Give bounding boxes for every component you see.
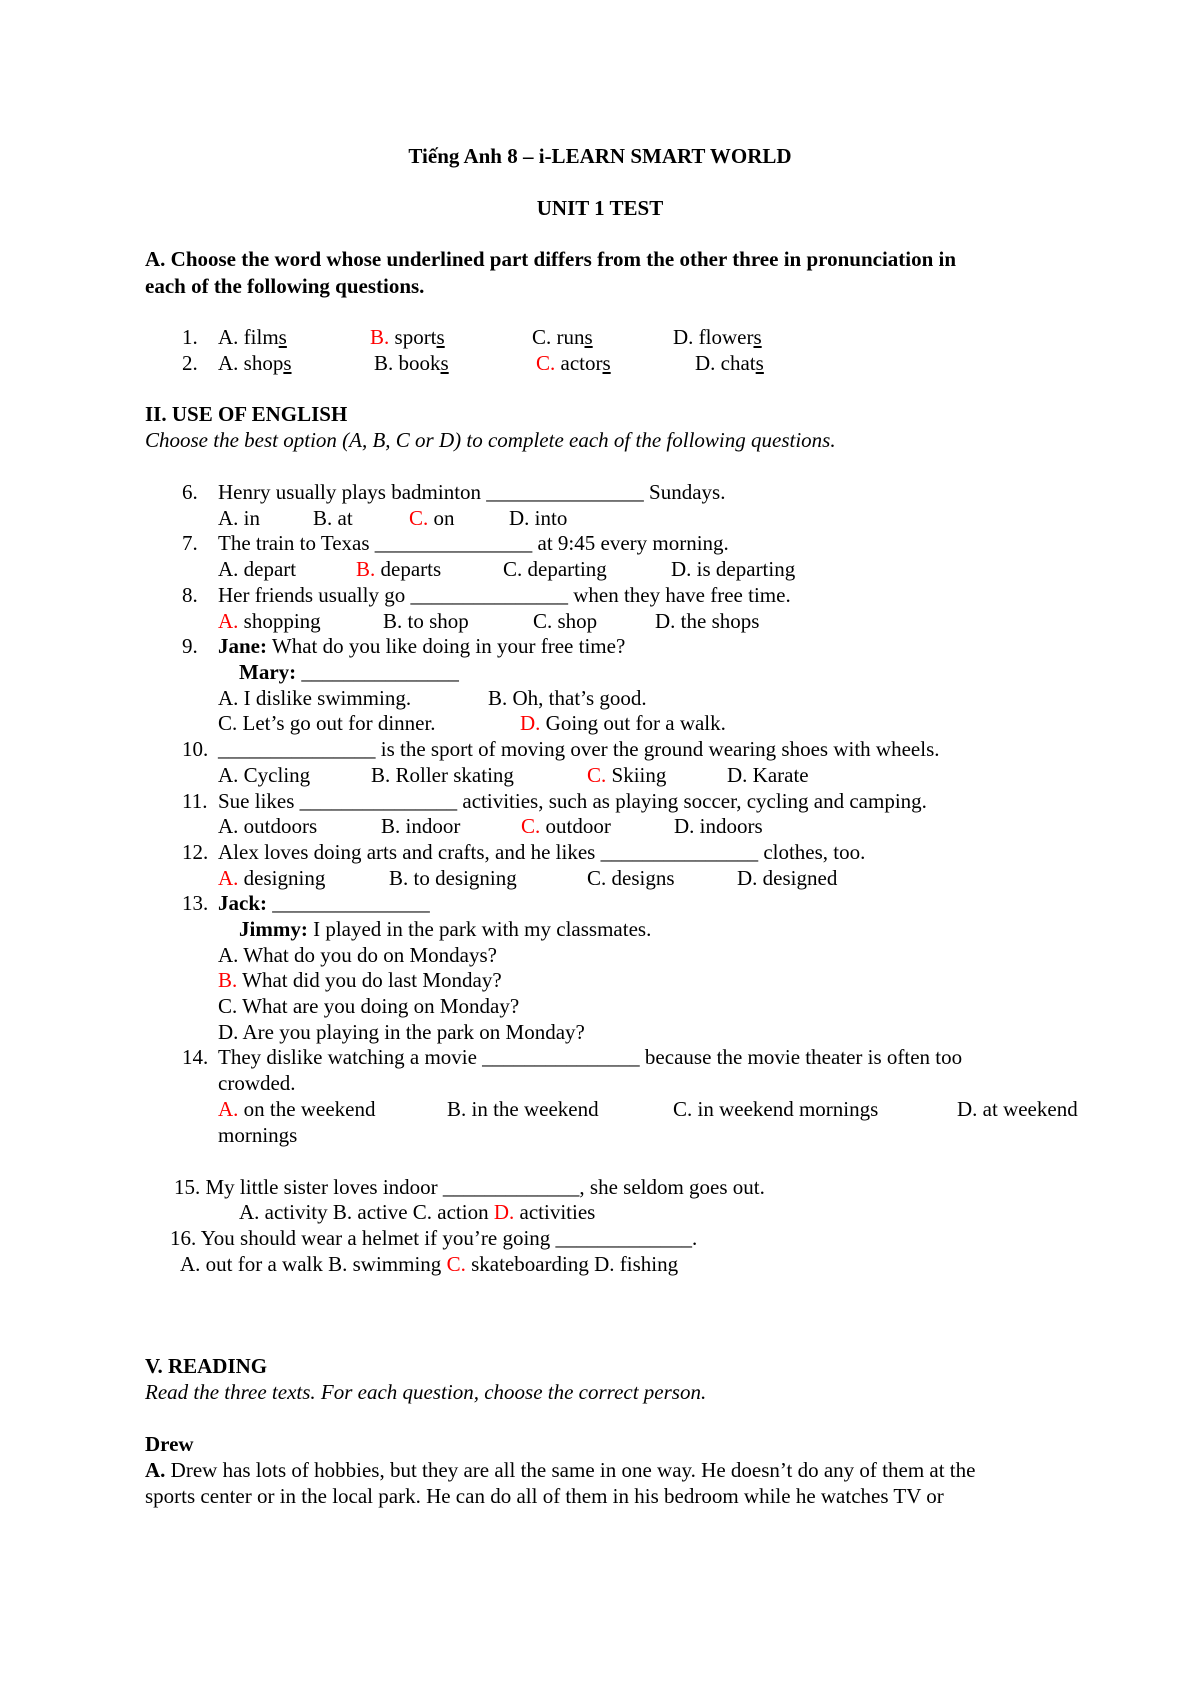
section-a-instruction: A. Choose the word whose underlined part differs from the other three in pronunciation in	[145, 247, 957, 271]
option-d: D. into	[509, 506, 568, 530]
option-c: C. shop	[533, 609, 598, 633]
answer-letter: B.	[370, 325, 390, 349]
option-c-answer: C. outdoor	[521, 814, 611, 838]
question-text-cont: crowded.	[218, 1071, 296, 1095]
question-text: Henry usually plays badminton _______________ Sundays.	[218, 480, 726, 504]
reading-paragraph-line: A. Drew has lots of hobbies, but they are all the same in one way. He doesn’t do any of them at the	[145, 1458, 976, 1482]
option-a: A. shops	[218, 351, 292, 375]
reading-paragraph-line: sports center or in the local park. He can do all of them in his bedroom while he watches TV or	[145, 1484, 944, 1508]
option-b: B. Oh, that’s good.	[488, 686, 647, 710]
question-number: 8.	[182, 583, 198, 607]
answer-letter: B.	[356, 557, 376, 581]
question-number: 13.	[182, 891, 209, 915]
option-d: D. is departing	[671, 557, 796, 581]
question-number: 9.	[182, 634, 198, 658]
answer-letter: C.	[587, 763, 607, 787]
dialogue-line-2: Mary: _______________	[239, 660, 459, 684]
question-text: The train to Texas _______________ at 9:45 every morning.	[218, 531, 729, 555]
option-b-answer: B. departs	[356, 557, 442, 581]
option-b-answer: B. sports	[370, 325, 445, 349]
question-text: 16. You should wear a helmet if you’re going _____________.	[170, 1226, 698, 1250]
answer-letter: C.	[409, 506, 429, 530]
option-a: A. in	[218, 506, 260, 530]
option-b: B. Roller skating	[371, 763, 514, 787]
question-text: They dislike watching a movie _______________ because the movie theater is often too	[218, 1045, 963, 1069]
option-c: C. departing	[503, 557, 607, 581]
option-c-answer: C. on	[409, 506, 455, 530]
section-ii-heading: II. USE OF ENGLISH	[145, 402, 348, 426]
document-title: Tiếng Anh 8 – i-LEARN SMART WORLD	[408, 144, 792, 168]
question-number: 1.	[182, 325, 198, 349]
option-b-answer: B. What did you do last Monday?	[218, 968, 502, 992]
option-c: C. Let’s go out for dinner.	[218, 711, 436, 735]
answer-letter: B.	[218, 968, 238, 992]
question-text: 15. My little sister loves indoor _____________, she seldom goes out.	[174, 1175, 765, 1199]
option-b: B. to designing	[389, 866, 517, 890]
option-a: A. Cycling	[218, 763, 311, 787]
option-c-answer: C. Skiing	[587, 763, 667, 787]
answer-letter: D.	[493, 1200, 515, 1224]
option-b: B. to shop	[383, 609, 469, 633]
option-c: C. in weekend mornings	[673, 1097, 879, 1121]
answer-letter: C.	[446, 1252, 466, 1276]
options: A. out for a walk B. swimming C. skateboarding D. fishing	[180, 1252, 679, 1276]
question-number: 10.	[182, 737, 209, 761]
option-d: D. indoors	[674, 814, 763, 838]
question-number: 11.	[182, 789, 208, 813]
question-number: 14.	[182, 1045, 209, 1069]
option-d: D. flowers	[673, 325, 762, 349]
option-d: D. designed	[737, 866, 838, 890]
question-number: 12.	[182, 840, 209, 864]
option-b: B. indoor	[381, 814, 461, 838]
answer-letter: A.	[218, 1097, 239, 1121]
answer-letter: C.	[521, 814, 541, 838]
option-a: A. depart	[218, 557, 297, 581]
option-b: B. at	[313, 506, 353, 530]
question-text: Her friends usually go _______________ when they have free time.	[218, 583, 791, 607]
question-text: Alex loves doing arts and crafts, and he likes _______________ clothes, too.	[218, 840, 866, 864]
dialogue-line-1: Jack: _______________	[218, 891, 430, 915]
option-d: D. Are you playing in the park on Monday?	[218, 1020, 585, 1044]
option-c: C. runs	[532, 325, 593, 349]
option-d: D. chats	[695, 351, 764, 375]
dialogue-line-1: Jane: What do you like doing in your free time?	[218, 634, 626, 658]
section-v-instruction: Read the three texts. For each question, choose the correct person.	[145, 1380, 707, 1404]
answer-letter: A.	[218, 866, 239, 890]
answer-letter: A.	[218, 609, 239, 633]
option-a-answer: A. designing	[218, 866, 326, 890]
reading-person-name: Drew	[145, 1432, 194, 1456]
option-a-answer: A. shopping	[218, 609, 321, 633]
option-b: B. in the weekend	[447, 1097, 599, 1121]
option-d: D. the shops	[655, 609, 760, 633]
option-d-cont: mornings	[218, 1123, 298, 1147]
question-text: _______________ is the sport of moving over the ground wearing shoes with wheels.	[218, 737, 940, 761]
section-a-instruction-cont: each of the following questions.	[145, 274, 425, 298]
option-b: B. books	[374, 351, 449, 375]
answer-letter: D.	[520, 711, 541, 735]
option-c: C. designs	[587, 866, 675, 890]
option-a: A. I dislike swimming.	[218, 686, 412, 710]
option-d: D. at weekend	[957, 1097, 1078, 1121]
question-number: 7.	[182, 531, 198, 555]
answer-letter: C.	[536, 351, 556, 375]
question-text: Sue likes _______________ activities, such as playing soccer, cycling and camping.	[218, 789, 927, 813]
option-a: A. outdoors	[218, 814, 318, 838]
option-c: C. What are you doing on Monday?	[218, 994, 520, 1018]
section-ii-instruction: Choose the best option (A, B, C or D) to complete each of the following questions.	[145, 428, 836, 452]
dialogue-line-2: Jimmy: I played in the park with my classmates.	[239, 917, 652, 941]
question-number: 6.	[182, 480, 198, 504]
question-number: 2.	[182, 351, 198, 375]
option-a-answer: A. on the weekend	[218, 1097, 376, 1121]
option-a: A. What do you do on Mondays?	[218, 943, 497, 967]
option-a: A. films	[218, 325, 287, 349]
option-c-answer: C. actors	[536, 351, 611, 375]
option-d: D. Karate	[727, 763, 809, 787]
section-v-heading: V. READING	[145, 1354, 268, 1378]
option-d-answer: D. Going out for a walk.	[520, 711, 726, 735]
options: A. activity B. active C. action D. activities	[239, 1200, 596, 1224]
document-subtitle: UNIT 1 TEST	[536, 196, 664, 220]
